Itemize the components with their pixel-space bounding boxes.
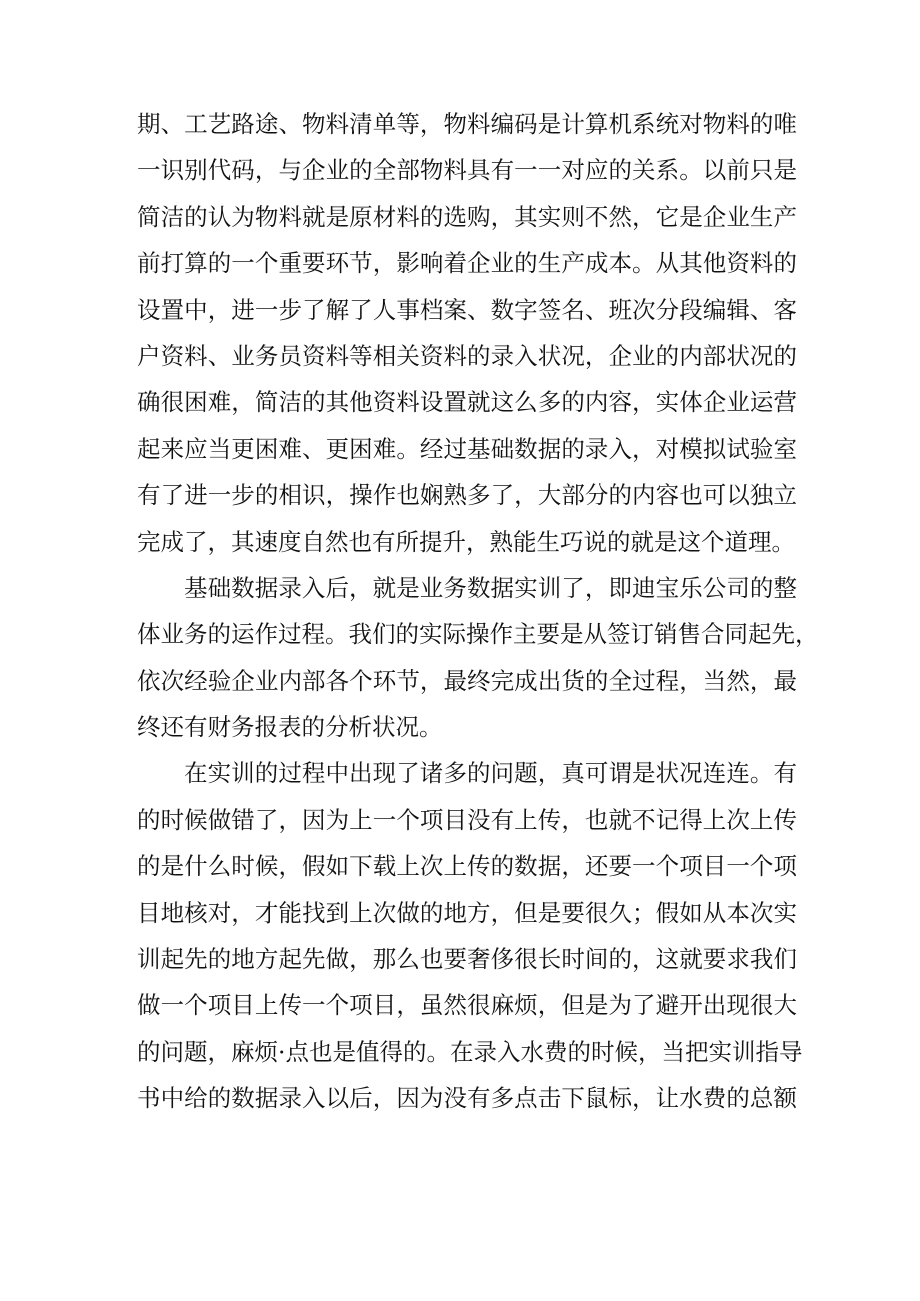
text-line: 户资料、业务员资料等相关资料的录入状况，企业的内部状况的 [137, 341, 797, 370]
text-line: 确很困难，简洁的其他资料设置就这么多的内容，实体企业运营 [137, 388, 797, 417]
text-line: 体业务的运作过程。我们的实际操作主要是从签订销售合同起先， [137, 620, 819, 649]
text-line: 完成了，其速度自然也有所提升，熟能生巧说的就是这个道理。 [137, 527, 795, 556]
text-line: 前打算的一个重要环节，影响着企业的生产成本。从其他资料的 [137, 249, 797, 278]
body-text [137, 101, 819, 1122]
text-line: 简洁的认为物料就是原材料的选购，其实则不然，它是企业生产 [137, 202, 797, 231]
paragraph-1 [137, 101, 797, 565]
text-line: 设置中，进一步了解了人事档案、数字签名、班次分段编辑、客 [137, 295, 797, 324]
text-line: 期、工艺路途、物料清单等，物料编码是计算机系统对物料的唯 [137, 110, 797, 138]
text-line: 目地核对，才能找到上次做的地方，但是要很久；假如从本次实 [137, 898, 797, 927]
text-line: 一识别代码，与企业的全部物料具有一一对应的关系。以前只是 [137, 156, 797, 185]
text-line: 的时候做错了，因为上一个项目没有上传，也就不记得上次上传 [137, 805, 797, 834]
paragraph-3 [137, 750, 803, 1121]
text-line: 的问题，麻烦·点也是值得的。在录入水费的时候，当把实训指导 [137, 1037, 803, 1066]
text-line: 依次经验企业内部各个环节，最终完成出货的全过程，当然，最 [137, 666, 797, 695]
text-line: 的是什么时候，假如下载上次上传的数据，还要一个项目一个项 [137, 852, 797, 881]
text-line: 起来应当更困难、更困难。经过基础数据的录入，对模拟试验室 [137, 434, 797, 463]
text-line: 训起先的地方起先做，那么也要奢侈很长时间的，这就要求我们 [137, 945, 797, 974]
paragraph-2 [137, 565, 819, 751]
text-line: 书中给的数据录入以后，因为没有多点击下鼠标，让水费的总额 [137, 1084, 797, 1113]
text-line: 终还有财务报表的分析状况。 [137, 713, 443, 742]
text-line: 有了进一步的相识，操作也娴熟多了，大部分的内容也可以独立 [137, 481, 797, 510]
text-line: 做一个项目上传一个项目，虽然很麻烦，但是为了避开出现很大 [137, 991, 797, 1020]
text-line: 在实训的过程中出现了诸多的问题，真可谓是状况连连。有 [184, 759, 797, 788]
text-line: 基础数据录入后，就是业务数据实训了，即迪宝乐公司的整 [184, 573, 797, 602]
